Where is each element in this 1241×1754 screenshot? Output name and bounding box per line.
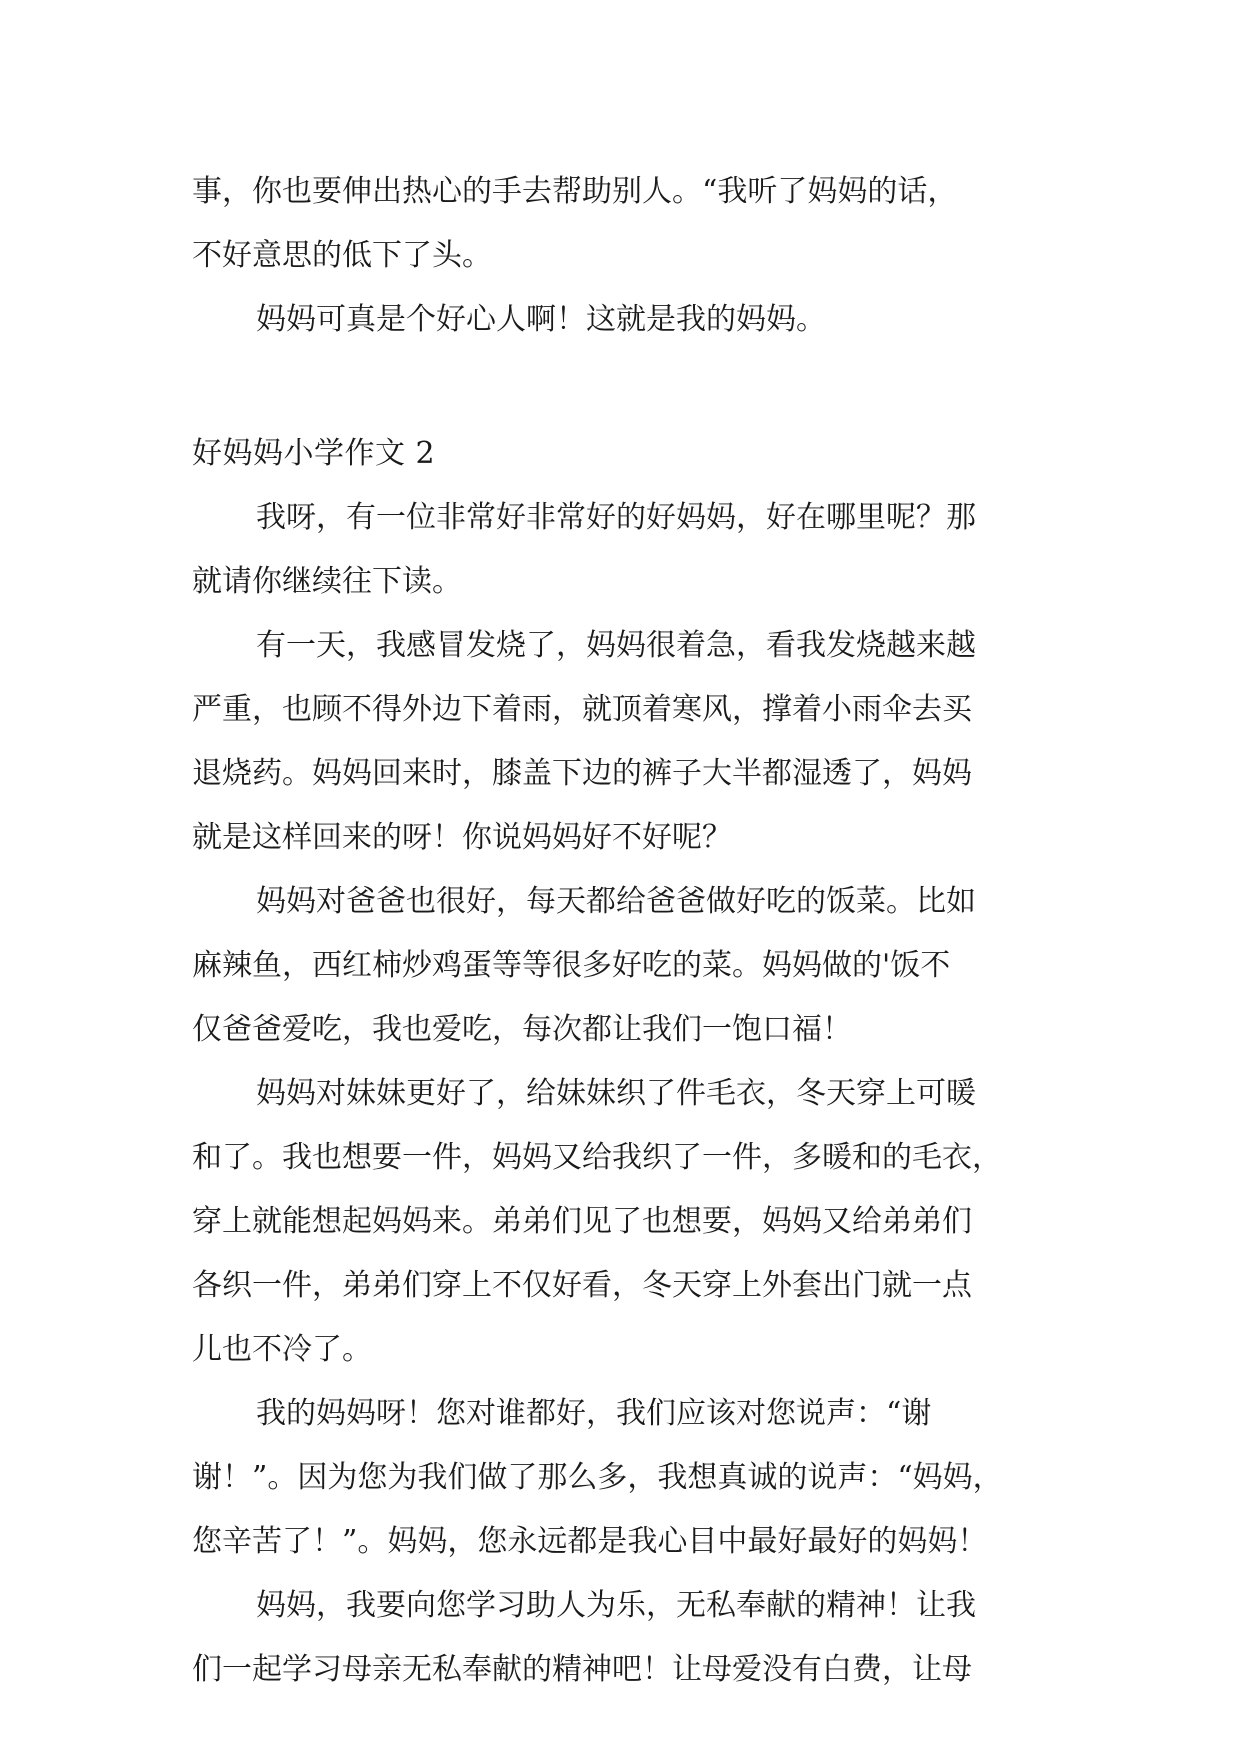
paragraph-line: 就是这样回来的呀！你说妈妈好不好呢？ — [192, 820, 732, 855]
document-text — [192, 160, 1070, 1702]
paragraph-line: 儿也不冷了。 — [192, 1332, 372, 1367]
paragraph-line: 妈妈，我要向您学习助人为乐，无私奉献的精神！让我 — [256, 1588, 976, 1623]
paragraph-line: 我的妈妈呀！您对谁都好，我们应该对您说声：“谢 — [256, 1396, 932, 1431]
paragraph-line: 妈妈对妹妹更好了，给妹妹织了件毛衣，冬天穿上可暖 — [256, 1076, 976, 1111]
paragraph-line: 就请你继续往下读。 — [192, 564, 462, 599]
paragraph-line: 谢！”。因为您为我们做了那么多，我想真诚的说声：“妈妈， — [192, 1460, 1003, 1495]
paragraph-line: 有一天，我感冒发烧了，妈妈很着急，看我发烧越来越 — [256, 628, 976, 663]
paragraph-line: 我呀，有一位非常好非常好的好妈妈，好在哪里呢？那 — [256, 500, 976, 535]
paragraph-line: 们一起学习母亲无私奉献的精神吧！让母爱没有白费，让母 — [192, 1652, 972, 1687]
paragraph-line: 您辛苦了！”。妈妈，您永远都是我心目中最好最好的妈妈！ — [192, 1524, 988, 1559]
paragraph-line: 妈妈对爸爸也很好，每天都给爸爸做好吃的饭菜。比如 — [256, 884, 976, 919]
paragraph-line: 和了。我也想要一件，妈妈又给我织了一件，多暖和的毛衣， — [192, 1140, 1002, 1175]
paragraph-line: 各织一件，弟弟们穿上不仅好看，冬天穿上外套出门就一点 — [192, 1268, 972, 1303]
paragraph-line: 不好意思的低下了头。 — [192, 238, 492, 273]
paragraph-line: 穿上就能想起妈妈来。弟弟们见了也想要，妈妈又给弟弟们 — [192, 1204, 972, 1239]
paragraph-line: 退烧药。妈妈回来时，膝盖下边的裤子大半都湿透了，妈妈 — [192, 756, 972, 791]
paragraph-line: 严重，也顾不得外边下着雨，就顶着寒风，撑着小雨伞去买 — [192, 692, 972, 727]
paragraph-line: 妈妈可真是个好心人啊！这就是我的妈妈。 — [256, 302, 826, 337]
paragraph-line: 事，你也要伸出热心的手去帮助别人。“我听了妈妈的话， — [192, 174, 958, 209]
essay-heading: 好妈妈小学作文 2 — [192, 436, 436, 471]
section-gap — [192, 352, 1070, 422]
paragraph-line: 仅爸爸爱吃，我也爱吃，每次都让我们一饱口福！ — [192, 1012, 852, 1047]
paragraph-line: 麻辣鱼，西红柿炒鸡蛋等等很多好吃的菜。妈妈做的'饭不 — [192, 948, 951, 983]
